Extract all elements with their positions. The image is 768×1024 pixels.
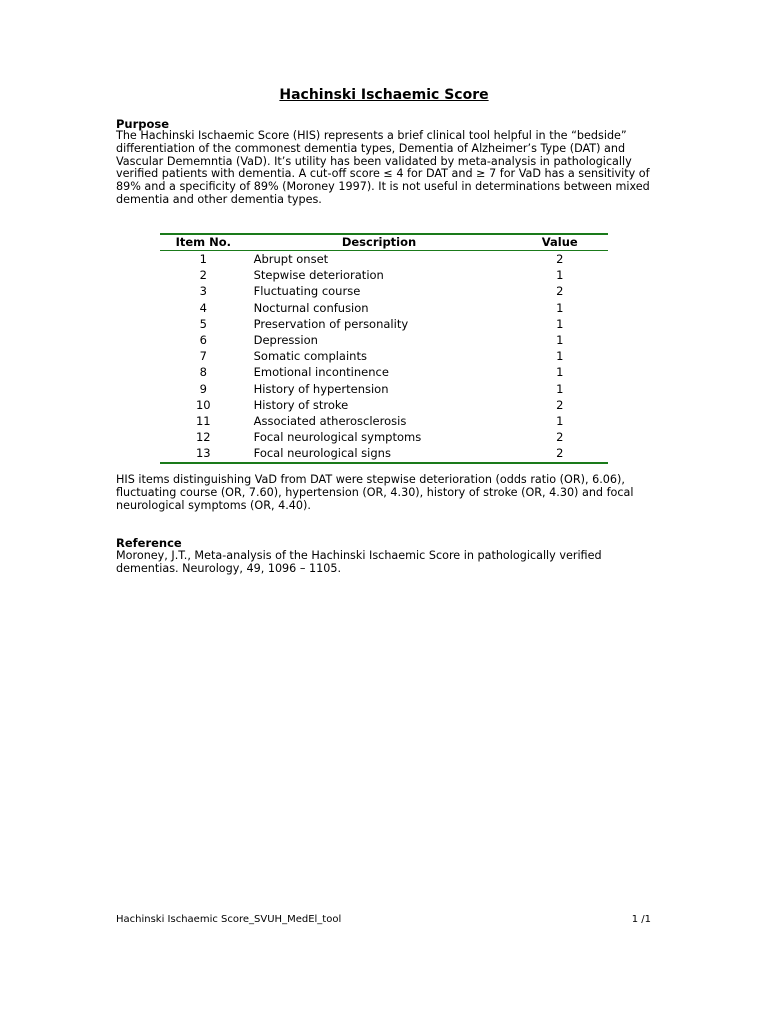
- table-row: [160, 348, 608, 364]
- row-description: Nocturnal confusion: [253, 300, 369, 315]
- row-description: History of hypertension: [253, 381, 389, 396]
- row-item-no: 1: [199, 252, 207, 266]
- row-item-no: 12: [195, 430, 211, 445]
- row-value: 2: [511, 445, 608, 462]
- page-title: Hachinski Ischaemic Score: [279, 87, 489, 103]
- reference-heading: Reference: [116, 536, 182, 550]
- footer-document-name: Hachinski Ischaemic Score_SVUH_MedEl_tool: [116, 914, 342, 925]
- row-value: 2: [556, 430, 564, 445]
- row-value: 2: [556, 284, 564, 299]
- table-row: [160, 251, 608, 268]
- table-row: [160, 300, 608, 316]
- table-row: [160, 397, 608, 413]
- row-description: Depression: [253, 333, 318, 348]
- score-table-container: [160, 233, 608, 464]
- row-description: Focal neurological signs: [247, 445, 512, 462]
- row-value: 1: [556, 349, 564, 364]
- row-item-no: 2: [199, 268, 207, 283]
- footer-page-number: 1 /1: [631, 914, 651, 925]
- row-value: 1: [556, 365, 564, 380]
- header-item-no: Item No.: [160, 234, 247, 251]
- header-description: Description: [247, 234, 512, 251]
- distinguishing-paragraph: HIS items distinguishing VaD from DAT were stepwise deterioration (odds ratio (OR), 6.06), fluctuating course (OR, 7.60), hypertension (OR, 4.30), history of stroke (OR, 4.30) and focal neurological symptoms (OR, 4.40).: [116, 473, 634, 512]
- table-header-row: [160, 234, 608, 251]
- row-description: Focal neurological symptoms: [253, 430, 422, 445]
- row-item-no: 8: [199, 365, 207, 380]
- row-value: 1: [556, 381, 564, 396]
- row-description: Stepwise deterioration: [253, 268, 384, 283]
- row-description: Preservation of personality: [253, 316, 409, 331]
- table-row: [160, 445, 608, 462]
- row-item-no: 9: [199, 381, 207, 396]
- row-value: 1: [556, 316, 564, 331]
- score-table-body: [160, 251, 608, 463]
- table-row: [160, 413, 608, 429]
- table-row: [160, 364, 608, 380]
- row-item-no: 3: [199, 284, 207, 299]
- row-description: Somatic complaints: [253, 349, 367, 364]
- row-description: Fluctuating course: [253, 284, 361, 299]
- row-description: History of stroke: [253, 397, 349, 412]
- row-item-no: 13: [160, 445, 247, 462]
- table-row: [160, 316, 608, 332]
- row-description: Emotional incontinence: [253, 365, 389, 380]
- row-item-no: 11: [195, 414, 211, 429]
- table-row: [160, 332, 608, 348]
- purpose-heading: Purpose: [116, 117, 170, 131]
- header-value: Value: [511, 234, 608, 251]
- row-item-no: 4: [199, 300, 207, 315]
- purpose-paragraph: The Hachinski Ischaemic Score (HIS) represents a brief clinical tool helpful in the “bedside” differentiation of the commonest dementia types, Dementia of Alzheimer’s Type (DAT) and Vascular Dememntia (VaD). It’s utility has been validated by meta-analysis in pathologically verified patients with dementia. A cut-off score ≤ 4 for DAT and ≥ 7 for VaD has a sensitivity of 89% and a specificity of 89% (Moroney 1997). It is not useful in determinations between mixed dementia and other dementia types.: [116, 129, 650, 206]
- row-item-no: 10: [195, 397, 211, 412]
- row-description: Abrupt onset: [253, 252, 329, 266]
- row-description: Associated atherosclerosis: [253, 414, 407, 429]
- row-item-no: 7: [199, 349, 207, 364]
- row-item-no: 6: [199, 333, 207, 348]
- row-value: 2: [556, 252, 564, 266]
- score-table: [160, 233, 608, 464]
- row-value: 1: [556, 333, 564, 348]
- row-value: 1: [556, 268, 564, 283]
- row-value: 1: [556, 414, 564, 429]
- table-row: [160, 267, 608, 283]
- table-row: [160, 429, 608, 445]
- row-value: 2: [556, 397, 564, 412]
- row-item-no: 5: [199, 316, 207, 331]
- table-row: [160, 381, 608, 397]
- table-row: [160, 283, 608, 299]
- reference-paragraph: Moroney, J.T., Meta-analysis of the Hachinski Ischaemic Score in pathologically verified dementias. Neurology, 49, 1096 – 1105.: [116, 549, 602, 575]
- row-value: 1: [556, 300, 564, 315]
